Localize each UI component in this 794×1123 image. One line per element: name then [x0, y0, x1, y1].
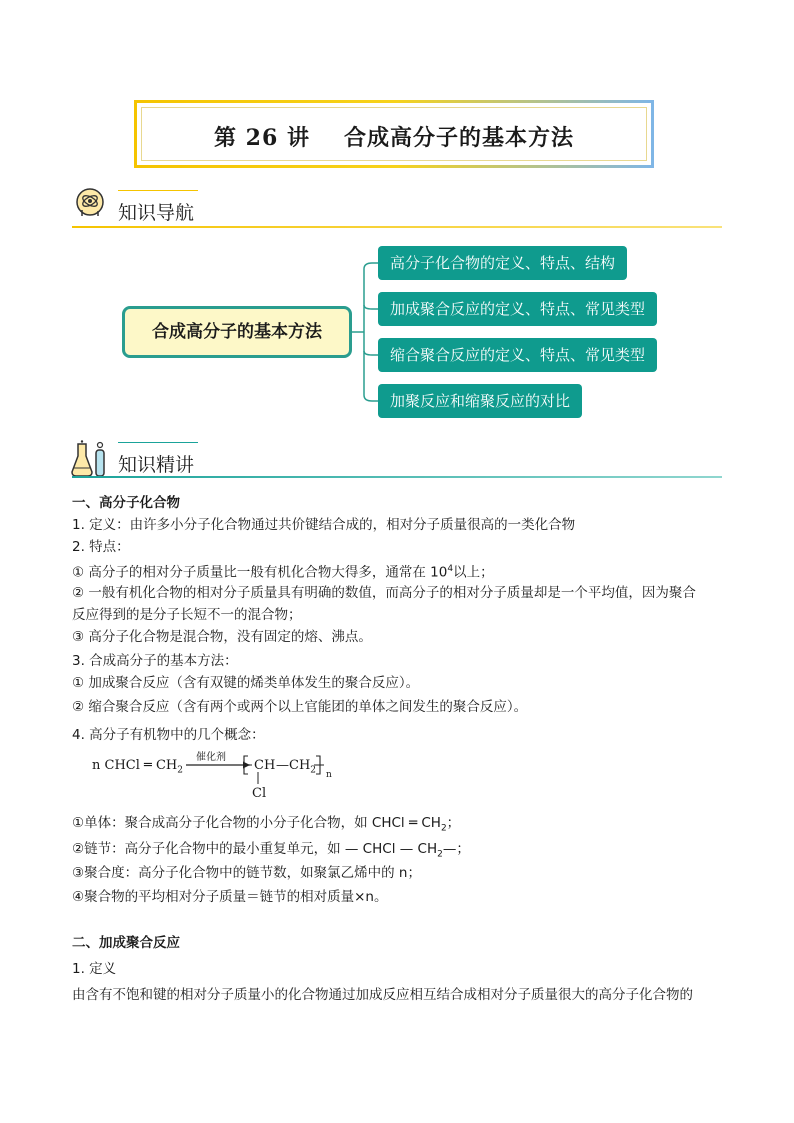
- polymer-ch: CH: [254, 758, 276, 773]
- equation-catalyst: 催化剂: [196, 752, 226, 763]
- def-monomer-sub: 2: [440, 823, 447, 834]
- mindmap-branch-1: 高分子化合物的定义、特点、结构: [378, 246, 627, 280]
- lecture-number: 第 26 讲: [214, 125, 310, 151]
- lecture-section-topline: [118, 442, 198, 443]
- para-methods: 3. 合成高分子的基本方法：: [72, 653, 238, 669]
- mindmap-branch-4: 加聚反应和缩聚反应的对比: [378, 384, 582, 418]
- equation-reactant: [92, 758, 183, 776]
- para-concepts: 4. 高分子有机物中的几个概念：: [72, 727, 265, 743]
- lecture-section-title: 知识精讲: [118, 454, 195, 476]
- reactant-formula: n CHCl ═ CH: [92, 758, 178, 773]
- polymer-ch2-text: —CH: [276, 758, 311, 773]
- lecture-section-divider: [72, 476, 722, 478]
- def-chain-text: ②链节：高分子化合物中的最小重复单元，如 — CHCl — CH: [72, 841, 438, 857]
- def-monomer-end: ；: [446, 815, 461, 831]
- nav-section-topline: [118, 190, 198, 191]
- para-addition-def-label: 1. 定义: [72, 961, 117, 977]
- reactant-sub: 2: [177, 765, 184, 776]
- polymer-cl: Cl: [252, 786, 267, 801]
- para-method-1: ① 加成聚合反应（含有双键的烯类单体发生的聚合反应）。: [72, 675, 420, 691]
- polymer-ch2-sub: 2: [310, 765, 317, 776]
- nav-section-title: 知识导航: [118, 202, 195, 224]
- page-title: [137, 121, 651, 152]
- feature-1-sup: 4: [447, 564, 454, 574]
- feature-1-end: 以上；: [453, 564, 494, 581]
- def-chain-sub: 2: [437, 849, 443, 860]
- lecture-topic: 合成高分子的基本方法: [343, 125, 574, 151]
- heading-addition: 二、加成聚合反应: [72, 935, 180, 951]
- def-monomer-text: ①单体：聚合成高分子化合物的小分子化合物，如 CHCl ═ CH: [72, 815, 441, 831]
- para-definition: 1. 定义：由许多小分子化合物通过共价键结合成的，相对分子质量很高的一类化合物: [72, 517, 576, 533]
- para-method-2: ② 缩合聚合反应（含有两个或两个以上官能团的单体之间发生的聚合反应）。: [72, 699, 528, 715]
- heading-polymer: 一、高分子化合物: [72, 495, 180, 511]
- nav-section-icon: [72, 186, 108, 222]
- mindmap-connectors: [350, 255, 380, 415]
- def-mass: ④聚合物的平均相对分子质量＝链节的相对质量×n。: [72, 889, 388, 905]
- def-degree: ③聚合度：高分子化合物中的链节数，如聚氯乙烯中的 n；: [72, 865, 421, 881]
- mindmap-branch-2: 加成聚合反应的定义、特点、常见类型: [378, 292, 657, 326]
- mindmap-branch-3: 缩合聚合反应的定义、特点、常见类型: [378, 338, 657, 372]
- mindmap-root: 合成高分子的基本方法: [122, 306, 352, 358]
- para-feature-3: ③ 高分子化合物是混合物，没有固定的熔、沸点。: [72, 629, 372, 645]
- title-box: [134, 100, 654, 168]
- nav-section-divider: [72, 226, 722, 228]
- def-monomer: [72, 812, 460, 840]
- para-features: 2. 特点：: [72, 539, 130, 555]
- polymer-ch2: [276, 758, 316, 776]
- para-addition-def: 由含有不饱和键的相对分子质量小的化合物通过加成反应相互结合成相对分子质量很大的高分子化合物的: [72, 987, 693, 1003]
- def-chain-end: —；: [442, 841, 470, 857]
- para-feature-2-cont: 反应得到的是分子长短不一的混合物；: [72, 607, 302, 623]
- para-feature-1: [72, 558, 494, 584]
- feature-1-text: ① 高分子的相对分子质量比一般有机化合物大得多，通常在 10: [72, 564, 448, 581]
- lecture-section-icon: [70, 440, 110, 478]
- polymer-n: n: [326, 770, 332, 780]
- para-feature-2: ② 一般有机化合物的相对分子质量具有明确的数值，而高分子的相对分子质量却是一个平均值，因为聚合: [72, 585, 696, 601]
